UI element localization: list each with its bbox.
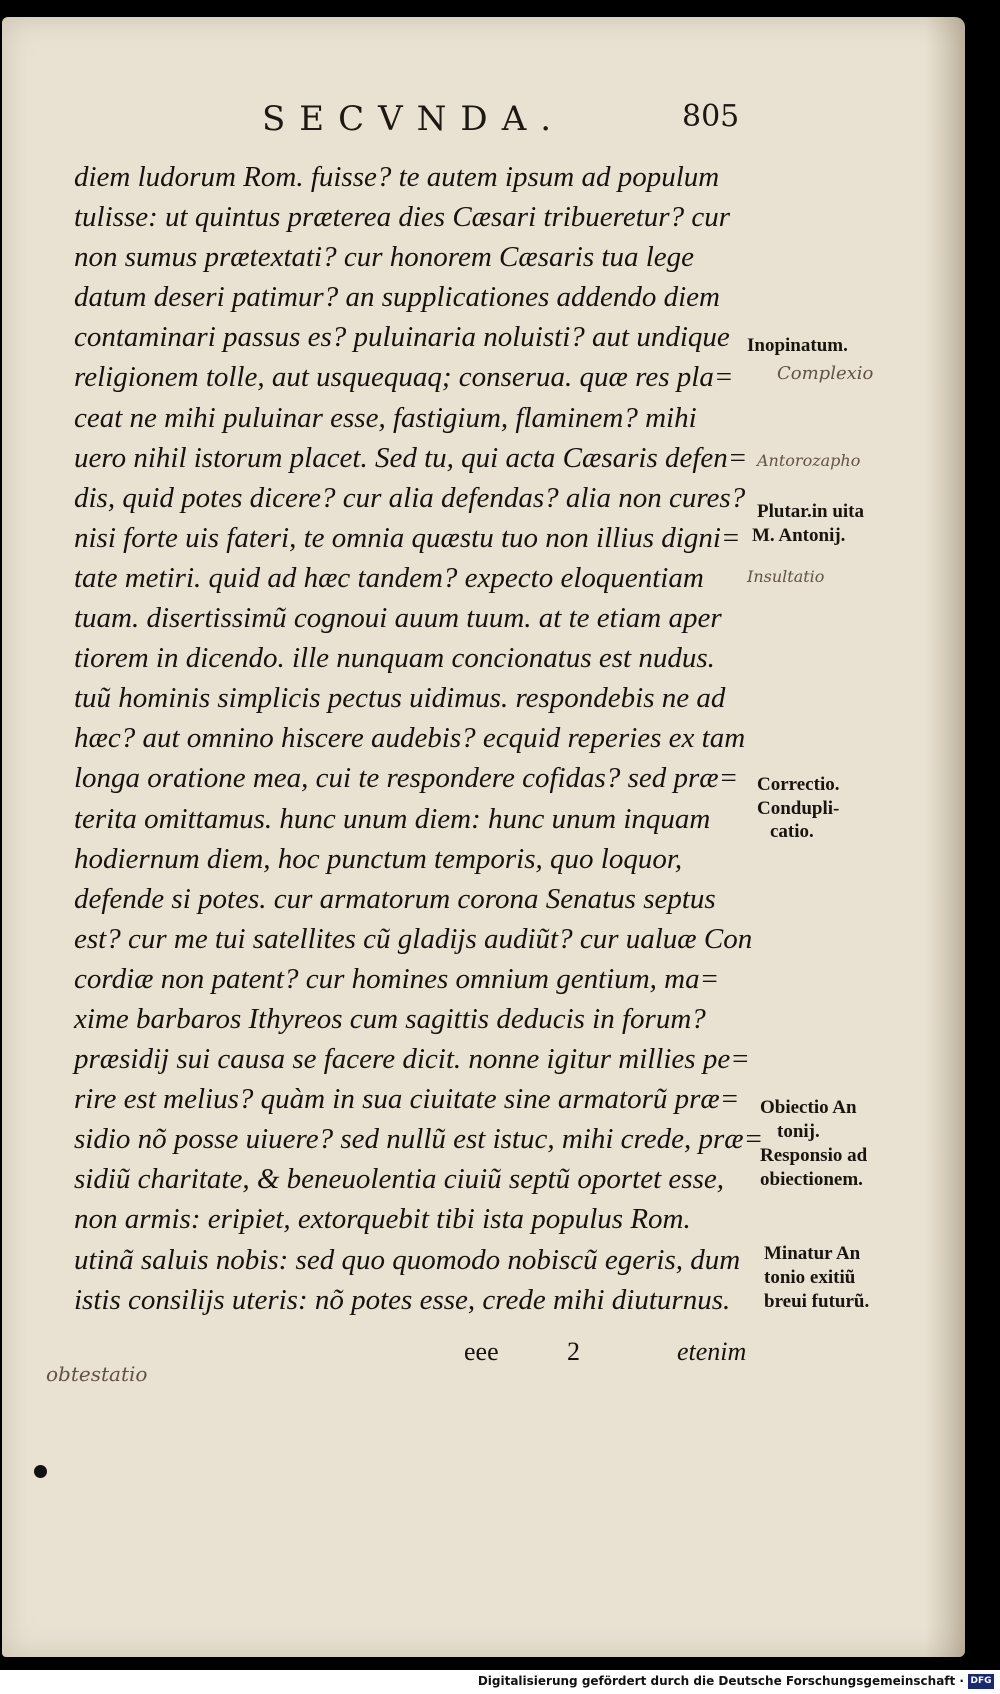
text-line: hæc? aut omnino hiscere audebis? ecquid reperies ex tam [74,722,746,755]
text-line: defende si potes. cur armatorum corona Senatus septus [74,882,716,915]
marginal-note-plutarch: Plutar.in uita [757,501,864,522]
text-line: rire est melius? quàm in sua ciuitate sine armatorũ præ= [74,1083,740,1116]
funding-credit: Digitalisierung gefördert durch die Deutsche Forschungsgemeinschaft · [477,1674,964,1688]
text-line: præsidij sui causa se facere dicit. nonne igitur millies pe= [74,1043,750,1076]
body-text [74,157,764,1320]
text-line: terita omittamus. hunc unum diem: hunc unum inquam [74,802,711,835]
text-line: contaminari passus es? puluinaria noluisti? aut undique [74,321,730,354]
text-line: tate metiri. quid ad hæc tandem? expecto eloquentiam [74,561,704,594]
marginal-note-minatur-cont: tonio exitiũ [764,1267,856,1288]
handwritten-note: Insultatio [747,567,825,586]
marginal-note-minatur-cont2: breui futurũ. [764,1291,870,1312]
marginal-note-conduplicatio-cont: catio. [770,821,814,842]
text-line: istis consilijs uteris: nõ potes esse, crede mihi diuturnus. [74,1283,731,1316]
signature-mark: eee [464,1337,499,1366]
text-line: datum deseri patimur? an supplicationes addendo diem [74,281,721,314]
signature-number: 2 [567,1337,580,1366]
marginal-note-plutarch-cont: M. Antonij. [752,525,846,546]
text-line: non armis: eripiet, extorquebit tibi ista populus Rom. [74,1203,691,1236]
text-line: nisi forte uis fateri, te omnia quæstu tuo non illius digni= [74,521,741,554]
text-line: tuũ hominis simplicis pectus uidimus. respondebis ne ad [74,682,726,715]
text-line: religionem tolle, aut usquequaq; conserua. quæ res pla= [74,361,734,394]
text-line: longa oratione mea, cui te respondere cofidas? sed præ= [74,762,739,795]
text-line: non sumus prætextati? cur honorem Cæsaris tua lege [74,241,695,274]
text-line: tuam. disertissimũ cognoui auum tuum. at te etiam aper [74,602,722,635]
marginal-note-conduplicatio: Condupli- [757,798,840,819]
marginal-note-inopinatum: Inopinatum. [747,335,848,356]
text-line: diem ludorum Rom. fuisse? te autem ipsum ad populum [74,161,720,193]
marginal-note-responsio-cont: obiectionem. [760,1169,863,1190]
text-line: uero nihil istorum placet. Sed tu, qui acta Cæsaris defen= [74,441,748,474]
book-page [2,17,965,1657]
marginal-note-responsio: Responsio ad [760,1145,868,1166]
text-line: dis, quid potes dicere? cur alia defendas? alia non cures? [74,481,746,514]
text-line: xime barbaros Ithyreos cum sagittis deducis in forum? [74,1002,706,1035]
dfg-logo: DFG [968,1674,994,1689]
catchword: etenim [677,1337,747,1366]
folio-number: 805 [682,99,740,134]
marginal-note-minatur: Minatur An [764,1243,861,1264]
marginal-note-correctio: Correctio. [757,774,840,795]
text-line: hodiernum diem, hoc punctum temporis, quo loquor, [74,842,683,875]
text-line: est? cur me tui satellites cũ gladijs audiũt? cur ualuæ Con [74,922,753,955]
text-line: cordiæ non patent? cur homines omnium gentium, ma= [74,962,720,995]
text-line: utinã saluis nobis: sed quo quomodo nobiscũ egeris, dum [74,1243,741,1276]
text-line: ceat ne mihi puluinar esse, fastigium, flaminem? mihi [74,401,697,434]
digitization-footer [0,1670,1000,1694]
handwritten-note: obtestatio [46,1362,148,1386]
text-line: tulisse: ut quintus præterea dies Cæsari tribueretur? cur [74,201,730,234]
text-line: tiorem in dicendo. ille nunquam concionatus est nudus. [74,642,715,675]
ink-dot [34,1465,47,1478]
page-header [2,99,965,139]
running-head: SECVNDA. [262,99,566,139]
marginal-note-obiectio: Obiectio An [760,1097,857,1118]
handwritten-note: Complexio [777,363,874,384]
marginal-note-obiectio-cont: tonij. [777,1121,820,1142]
handwritten-note: Antorozapho [757,451,861,470]
text-line: sidio nõ posse uiuere? sed nullũ est istuc, mihi crede, præ= [74,1123,764,1156]
text-line: sidiũ charitate, & beneuolentia ciuiũ septũ oportet esse, [74,1163,724,1196]
